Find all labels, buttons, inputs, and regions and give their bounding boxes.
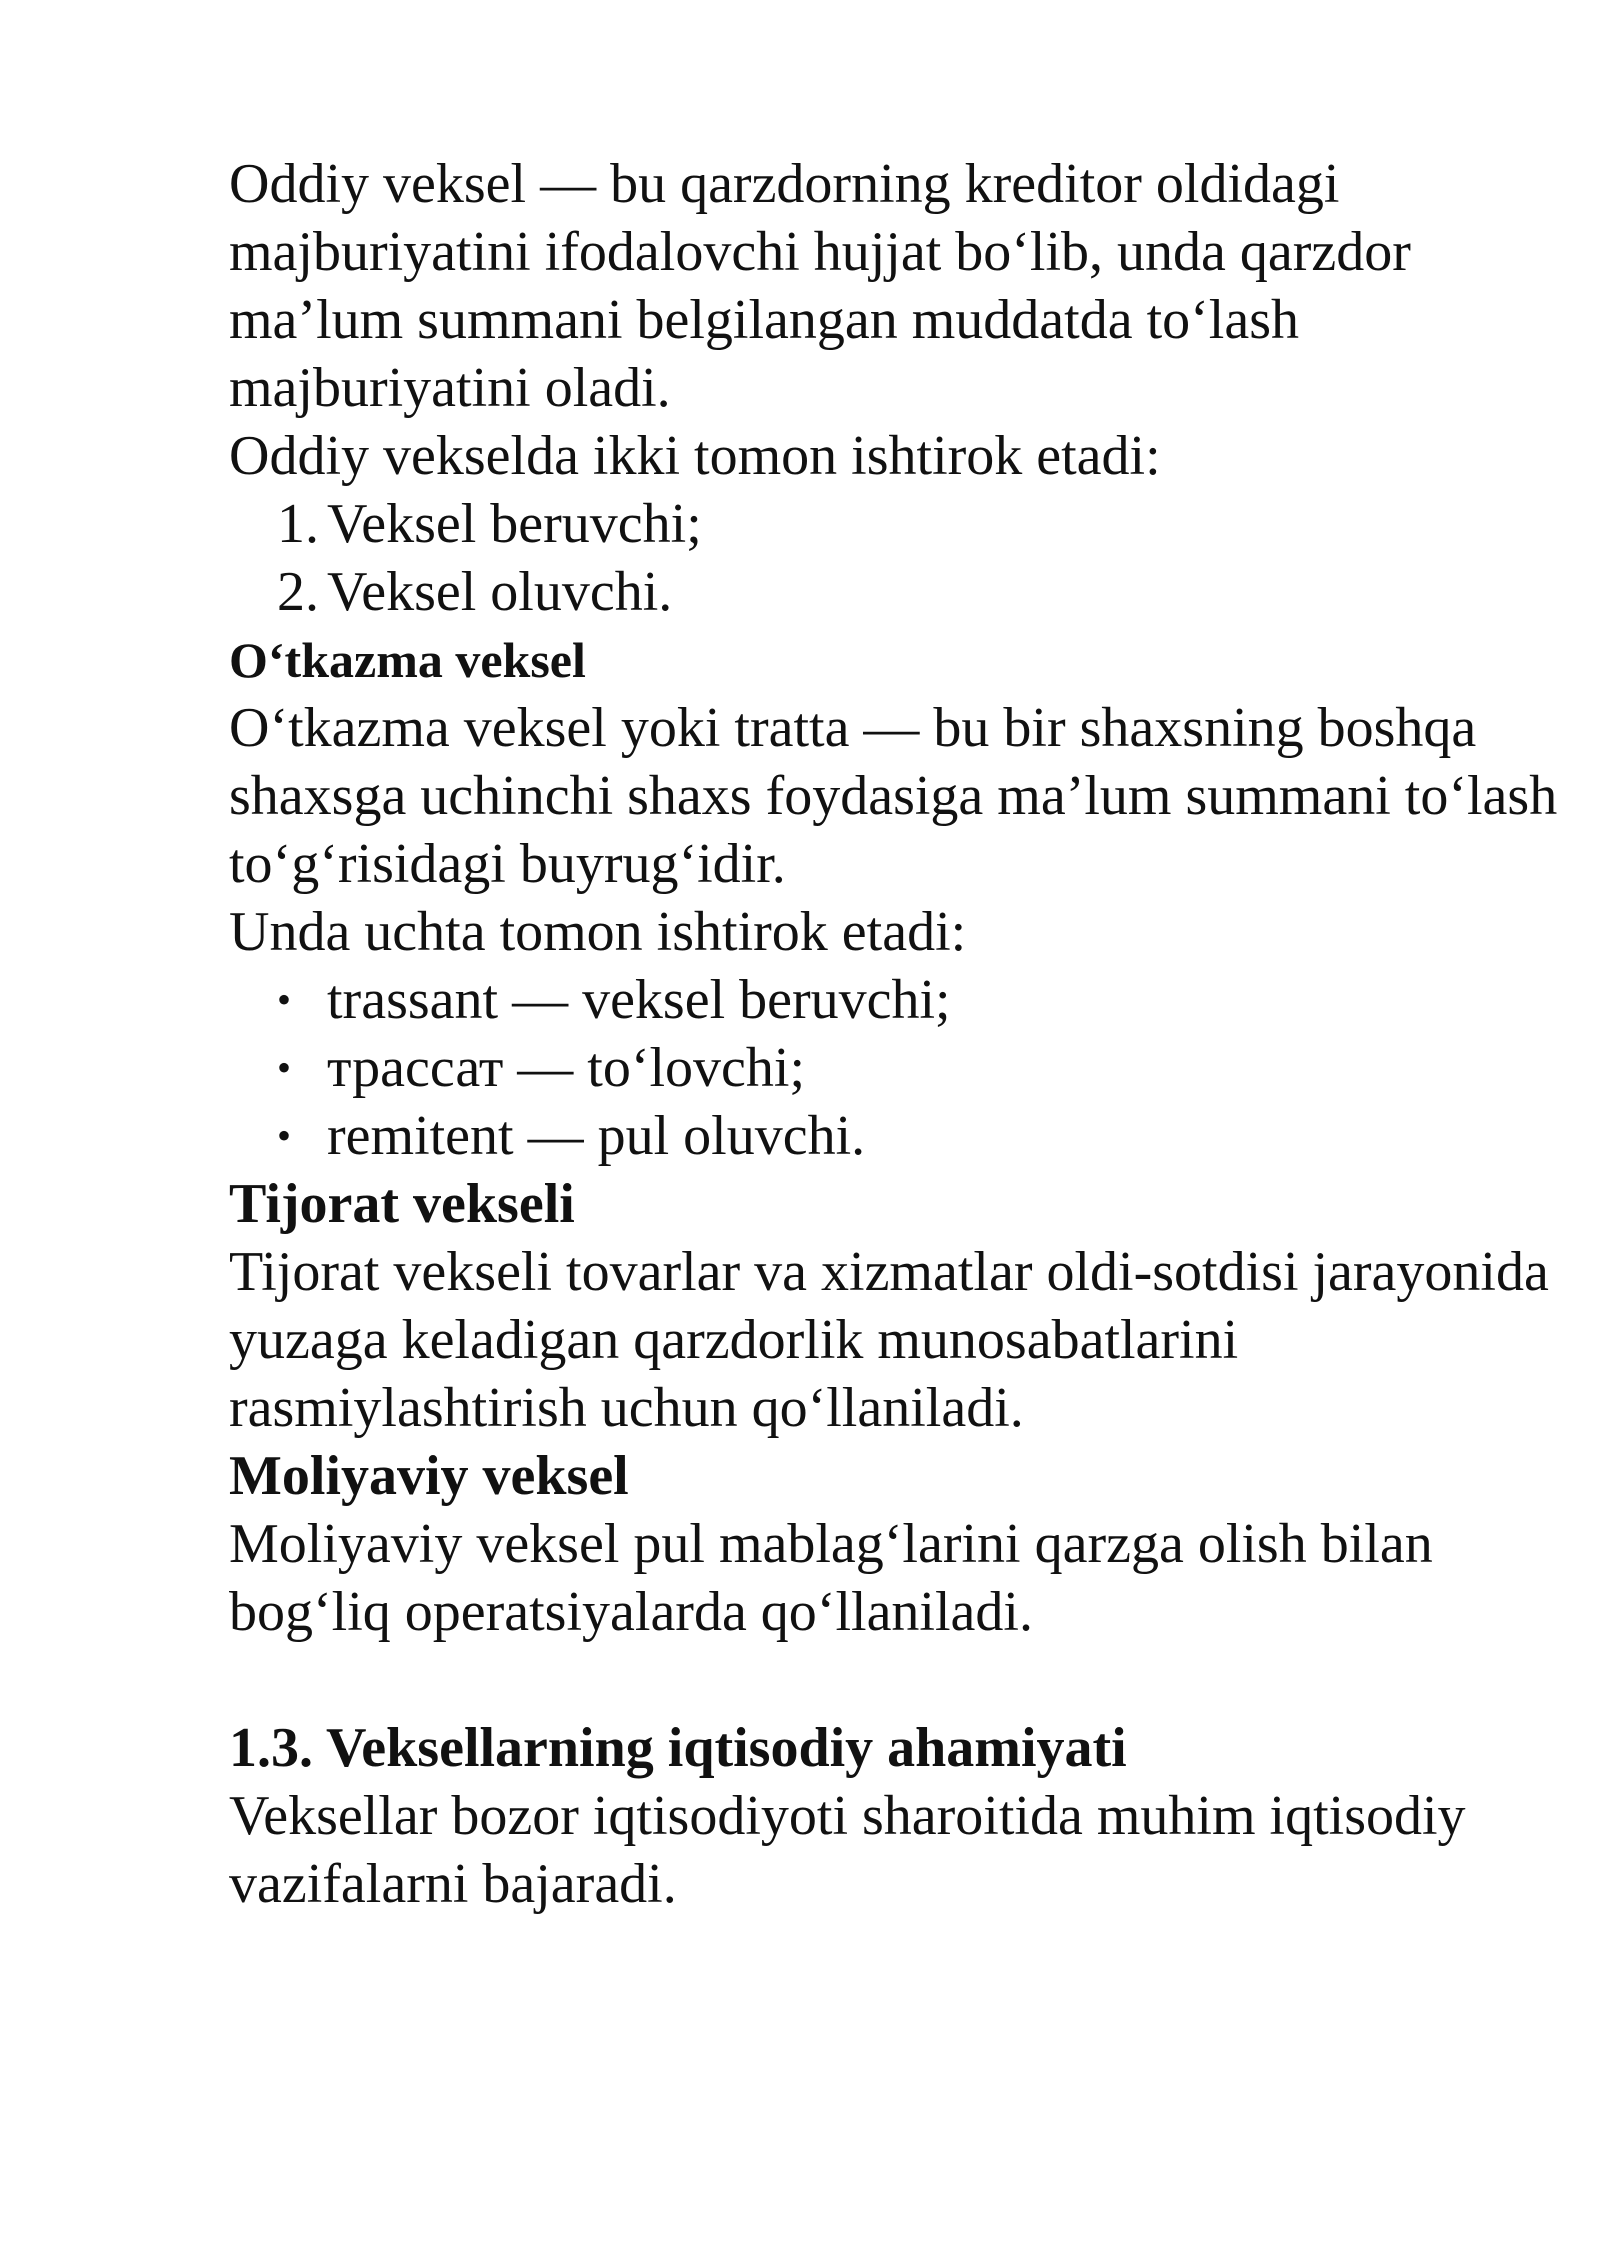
otkazma-paragraph-2: Unda uchta tomon ishtirok etadi: [229, 901, 967, 963]
tijorat-heading: Tijorat vekseli [229, 1173, 575, 1235]
oddiy-paragraph-2: Oddiy vekselda ikki tomon ishtirok etadi: [229, 425, 1161, 487]
list-item-text: трассат — to‘lovchi; [327, 1037, 806, 1099]
bullet-icon: • [277, 1113, 292, 1158]
list-item [277, 1102, 1569, 1170]
list-item [277, 558, 1569, 626]
otkazma-paragraph-1: O‘tkazma veksel yoki tratta — bu bir shaxsning boshqa shaxsga uchinchi shaxs foydasiga ma’lum summani to‘lash to‘g‘risidagi buyrug‘idir. [229, 697, 1558, 895]
moliyaviy-paragraph: Moliyaviy veksel pul mablag‘larini qarzga olish bilan bog‘liq operatsiyalarda qo‘llaniladi. [229, 1513, 1433, 1643]
moliyaviy-heading: Moliyaviy veksel [229, 1445, 629, 1507]
tijorat-paragraph: Tijorat vekseli tovarlar va xizmatlar oldi-sotdisi jarayonida yuzaga keladigan qarzdorlik munosabatlarini rasmiylashtirish uchun qo‘llaniladi. [229, 1241, 1549, 1439]
oddiy-paragraph-1: Oddiy veksel — bu qarzdorning kreditor oldidagi majburiyatini ifodalovchi hujjat bo‘lib, unda qarzdor ma’lum summani belgilangan muddatda to‘lash majburiyatini oladi. [229, 153, 1411, 419]
list-item [277, 1034, 1569, 1102]
list-item-text: remitent — pul oluvchi. [327, 1105, 866, 1167]
bullet-icon: • [277, 977, 292, 1022]
ahamiyat-heading: 1.3. Veksellarning iqtisodiy ahamiyati [229, 1717, 1127, 1779]
list-number: 2. [277, 561, 319, 623]
otkazma-heading: O‘tkazma veksel [229, 632, 586, 688]
list-number: 1. [277, 493, 319, 555]
ahamiyat-paragraph: Veksellar bozor iqtisodiyoti sharoitida muhim iqtisodiy vazifalarni bajaradi. [229, 1785, 1466, 1915]
otkazma-bullet-list [229, 966, 1569, 1170]
document-page [229, 150, 1569, 1918]
list-item-text: Veksel beruvchi; [327, 493, 702, 555]
list-item [277, 490, 1569, 558]
bullet-icon: • [277, 1045, 292, 1090]
list-item [277, 966, 1569, 1034]
list-item-text: Veksel oluvchi. [327, 561, 673, 623]
list-item-text: trassant — veksel beruvchi; [327, 969, 951, 1031]
section-spacer [229, 1646, 1569, 1714]
oddiy-numbered-list [229, 490, 1569, 626]
